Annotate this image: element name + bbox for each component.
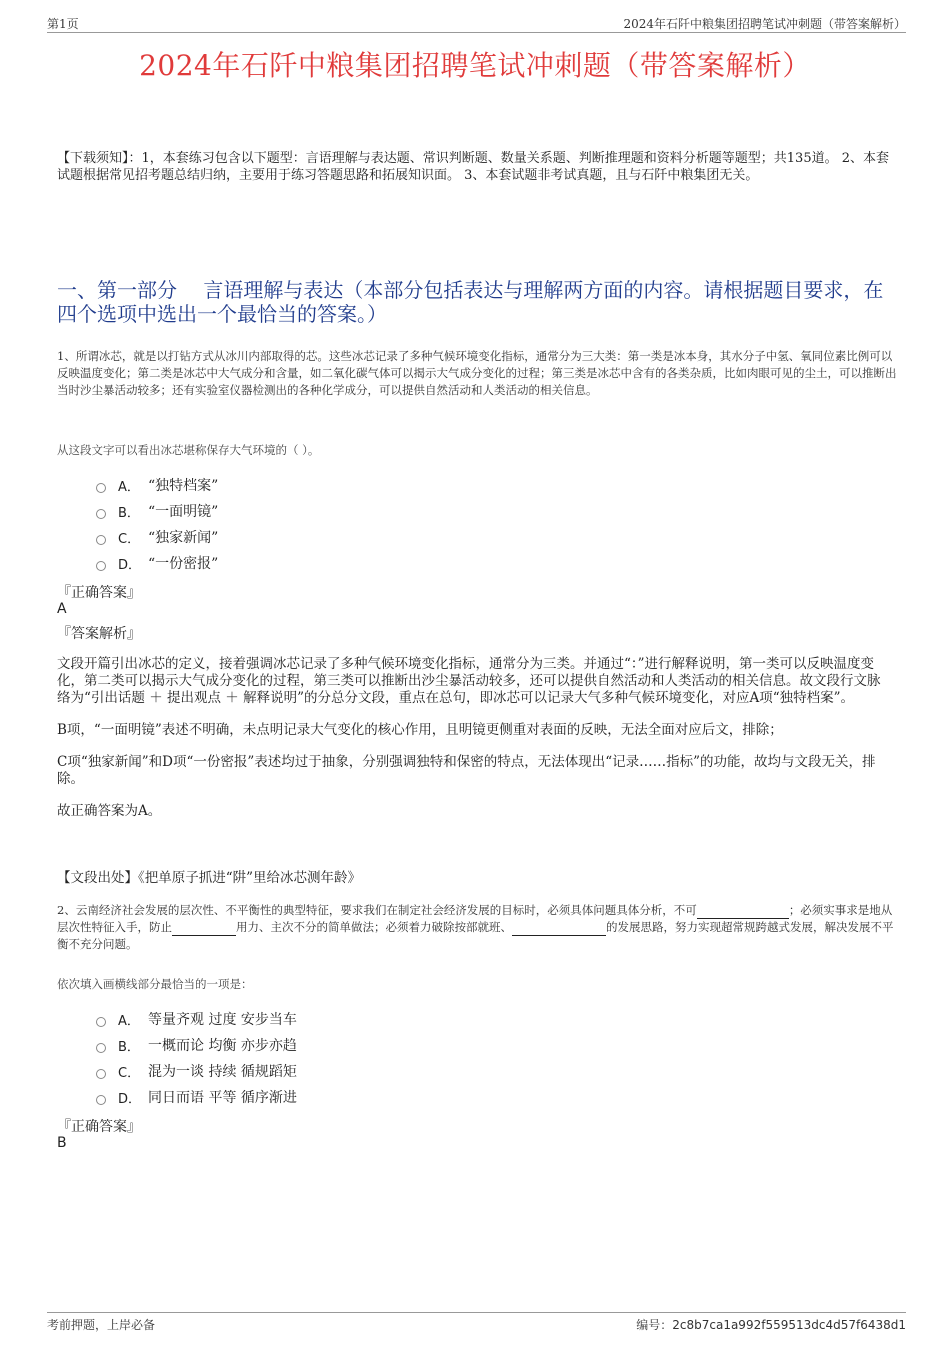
radio-icon[interactable] [96, 1069, 106, 1079]
document-code: 编号：2c8b7ca1a992f559513dc4d57f6438d1 [636, 1318, 906, 1332]
question-2-options [96, 1006, 297, 1110]
section-heading: 一、第一部分 言语理解与表达（本部分包括表达与理解两方面的内容。请根据题目要求，在四个选项中选出一个最恰当的答案。） [57, 278, 884, 326]
option-c[interactable]: C． “独家新闻” [96, 524, 218, 550]
analysis-paragraph: 故正确答案为A。 [57, 803, 162, 819]
option-a[interactable]: A． “独特档案” [96, 472, 218, 498]
option-d[interactable]: D． 同日而语 平等 循序渐进 [96, 1084, 297, 1110]
question-1-text: 1、所谓冰芯，就是以打钻方式从冰川内部取得的芯。这些冰芯记录了多种气候环境变化指标，通常分为三大类：第一类是冰本身，其水分子中氢、氧同位素比例可以反映温度变化；第二类是冰芯中大气成分和含量，如二氧化碳气体可以揭示大气成分变化的过程；第三类是冰芯中含有的各类杂质，比如肉眼可见的尘土，可以推断出当时沙尘暴活动较多；还有实验室仪器检测出的各种化学成分，可以提供自然活动和人类活动的相关信息。 [57, 349, 897, 397]
radio-icon[interactable] [96, 1095, 106, 1105]
radio-icon[interactable] [96, 1043, 106, 1053]
page-number: 第1页 [47, 17, 79, 31]
page-header [47, 14, 906, 33]
footer-slogan: 考前押题，上岸必备 [47, 1318, 156, 1332]
option-c[interactable]: C． 混为一谈 持续 循规蹈矩 [96, 1058, 297, 1084]
option-text: “独特档案” [148, 478, 219, 494]
correct-answer-label: 『正确答案』 [57, 1119, 141, 1135]
question-2-text: 2、云南经济社会发展的层次性、不平衡性的典型特征，要求我们在制定社会经济发展的目标时，必须具体问题具体分析，不可 ；必须实事求是地从层次性特征入手，防止 用力、主次不分的简单做法；必须着力破除按部就班、 的发展思路，努力实现超常规跨越式发展，解决发展不平衡不充分问题。 [57, 903, 894, 951]
analysis-paragraph: B项，“一面明镜”表述不明确，未点明记录大气变化的核心作用，且明镜更侧重对表面的反映，无法全面对应后文，排除； [57, 722, 783, 738]
download-notice: 【下载须知】：1，本套练习包含以下题型：言语理解与表达题、常识判断题、数量关系题、判断推理题和资料分析题等题型；共135道。 2、本套试题根据常见招考题总结归纳，主要用于练习答题思路和拓展知识面。 3、本套试题非考试真题，且与石阡中粮集团无关。 [57, 151, 889, 183]
radio-icon[interactable] [96, 483, 106, 493]
radio-icon[interactable] [96, 535, 106, 545]
option-text: 混为一谈 持续 循规蹈矩 [148, 1064, 297, 1080]
correct-answer: B [57, 1135, 67, 1151]
radio-icon[interactable] [96, 509, 106, 519]
fill-blank[interactable] [172, 923, 236, 936]
fill-blank[interactable] [512, 923, 606, 936]
radio-icon[interactable] [96, 561, 106, 571]
option-a[interactable]: A． 等量齐观 过度 安步当车 [96, 1006, 297, 1032]
correct-answer-label: 『正确答案』 [57, 585, 141, 601]
option-b[interactable]: B． “一面明镜” [96, 498, 218, 524]
option-text: “独家新闻” [148, 530, 219, 546]
option-text: “一面明镜” [148, 504, 219, 520]
correct-answer: A [57, 601, 67, 617]
option-text: 同日而语 平等 循序渐进 [148, 1090, 297, 1106]
page-footer [47, 1312, 906, 1333]
question-1-prompt: 从这段文字可以看出冰芯堪称保存大气环境的（ ）。 [57, 443, 320, 457]
header-doc-title: 2024年石阡中粮集团招聘笔试冲刺题（带答案解析） [623, 17, 906, 31]
analysis-paragraph: 文段开篇引出冰芯的定义，接着强调冰芯记录了多种气候环境变化指标，通常分为三类。并通过“：”进行解释说明，第一类可以反映温度变化，第二类可以揭示大气成分变化的过程，第三类可以推断出沙尘暴活动较多，还可以提供自然活动和人类活动的相关信息。故文段行文脉络为“引出话题 ＋ 提出观点 ＋ 解释说明”的分总分文段，重点在总句，即冰芯可以记录大气多种气候环境变化，对应A项“独特档案”。 [57, 656, 881, 706]
passage-source: 【文段出处】《把单原子抓进“阱”里给冰芯测年龄》 [57, 870, 362, 886]
answer-analysis [57, 656, 887, 835]
question-1-options [96, 472, 218, 576]
radio-icon[interactable] [96, 1017, 106, 1027]
option-b[interactable]: B． 一概而论 均衡 亦步亦趋 [96, 1032, 297, 1058]
analysis-paragraph: C项“独家新闻”和D项“一份密报”表述均过于抽象，分别强调独特和保密的特点，无法体现出“记录……指标”的功能，故均与文段无关，排除。 [57, 754, 876, 787]
fill-blank[interactable] [697, 906, 789, 919]
question-2-prompt: 依次填入画横线部分最恰当的一项是： [57, 977, 253, 991]
option-text: 一概而论 均衡 亦步亦趋 [148, 1038, 297, 1054]
analysis-label: 『答案解析』 [57, 626, 141, 642]
page-title: 2024年石阡中粮集团招聘笔试冲刺题（带答案解析） [139, 49, 811, 82]
option-d[interactable]: D． “一份密报” [96, 550, 218, 576]
option-text: 等量齐观 过度 安步当车 [148, 1012, 297, 1028]
option-text: “一份密报” [148, 556, 219, 572]
